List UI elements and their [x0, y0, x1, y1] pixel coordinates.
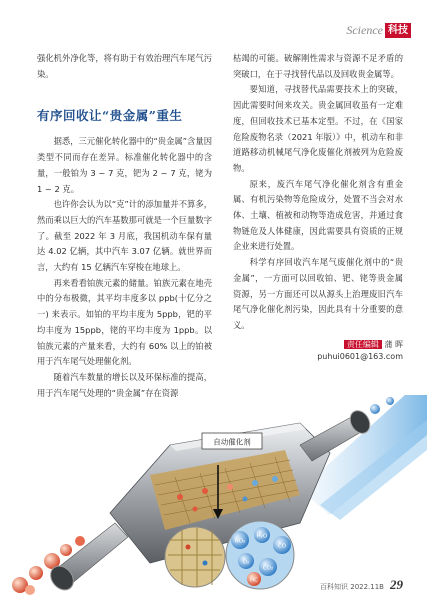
- body-paragraph-6: 要知道，寻找替代品需要技术上的突破，因此需要时间来攻关。贵金属回收虽有一定难度，但回收技术已基本定型。不过，在《国家危险废物名录（2021 年版）》中，机动车和非道路移动机械尾气净化废催化剂被列为危险废物。: [233, 84, 403, 173]
- editor-label: 责任编辑: [344, 340, 382, 349]
- catalytic-converter-illustration: [0, 395, 427, 601]
- body-paragraph-1: 据悉，三元催化转化器中的“贵金属”含量因类型不同而存在差异。标准催化转化器中的含量，一般铂为 3 ~ 7 克，钯为 2 ~ 7 克，铑为 1 ~ 2 克。: [37, 136, 212, 194]
- catalyst-label: 自动催化剂: [213, 437, 251, 447]
- body-paragraph-8: 科学有序回收汽车尾气废催化剂中的“贵金属”，一方面可以回收铂、钯、铑等贵金属资源，另一方面还可以从源头上治理废旧汽车尾气净化催化剂污染，因此具有十分重要的意义。: [233, 257, 403, 330]
- left-column: [37, 51, 212, 401]
- body-paragraph-2: 也许你会认为以“克”计的添加量并不算多，然而乘以巨大的汽车基数那可就是一个巨量数字了。截至 2022 年 3 月底，我国机动车保有量达 4.02 亿辆，其中汽车 3.07 亿辆。就世界而言，大约有 15 亿辆汽车穿梭在地球上。: [37, 199, 212, 273]
- right-column: [233, 51, 403, 361]
- intro-paragraph: 强化机外净化等，将有助于有效治理汽车尾气污染。: [37, 53, 212, 79]
- body-paragraph-5: 枯竭的可能。破解刚性需求与资源不足矛盾的突破口，在于寻找替代品以及回收贵金属等。: [233, 53, 403, 79]
- page-number: 29: [390, 577, 403, 592]
- molecule-label-h2o: H₂O: [256, 533, 268, 540]
- molecule-label-o2: O₂: [242, 559, 250, 566]
- page-footer: [320, 577, 403, 593]
- section-title: 有序回收让“贵金属”重生: [37, 108, 183, 124]
- header-science-label: Science: [346, 22, 383, 37]
- molecule-label-co: CO: [277, 543, 287, 550]
- molecule-label-no2: NO₂: [234, 538, 246, 545]
- body-paragraph-4: 随着汽车数量的增长以及环保标准的提高，用于汽车尾气处理的“贵金属”存在资源: [37, 371, 212, 398]
- header-section-tag: 科技: [385, 23, 411, 38]
- body-paragraph-7: 原来，废汽车尾气净化催化剂含有重金属、有机污染物等危险成分，处置不当会对水体、土壤、植被和动物等造成危害，并通过食物链危及人体健康，因此需要具有资质的正规企业来进行处置。: [233, 178, 403, 252]
- body-paragraph-3: 再来看看铂族元素的储量。铂族元素在地壳中的分布极微，其平均丰度多以 ppb(十亿分之一) 来表示。如铂的平均丰度为 5ppb，钯的平均丰度为 15ppb，铑的平均丰度为 1ppb。以铂族元素的产量来看，大约有 60% 以上的铂被用于汽车尾气处理催化剂。: [37, 277, 212, 367]
- molecule-label-co2: CO₂: [262, 565, 274, 572]
- molecule-label-hc: HC: [250, 577, 258, 584]
- editor-email: puhui0601@163.com: [317, 351, 403, 361]
- magnified-view-reactions: [226, 521, 294, 589]
- magazine-issue: 百科知识 2022.11B: [320, 583, 384, 591]
- magnified-view-substrate: [165, 527, 225, 587]
- editor-credit: [233, 338, 403, 352]
- page-header: [346, 22, 411, 38]
- editor-name: 蒲 晖: [384, 339, 403, 349]
